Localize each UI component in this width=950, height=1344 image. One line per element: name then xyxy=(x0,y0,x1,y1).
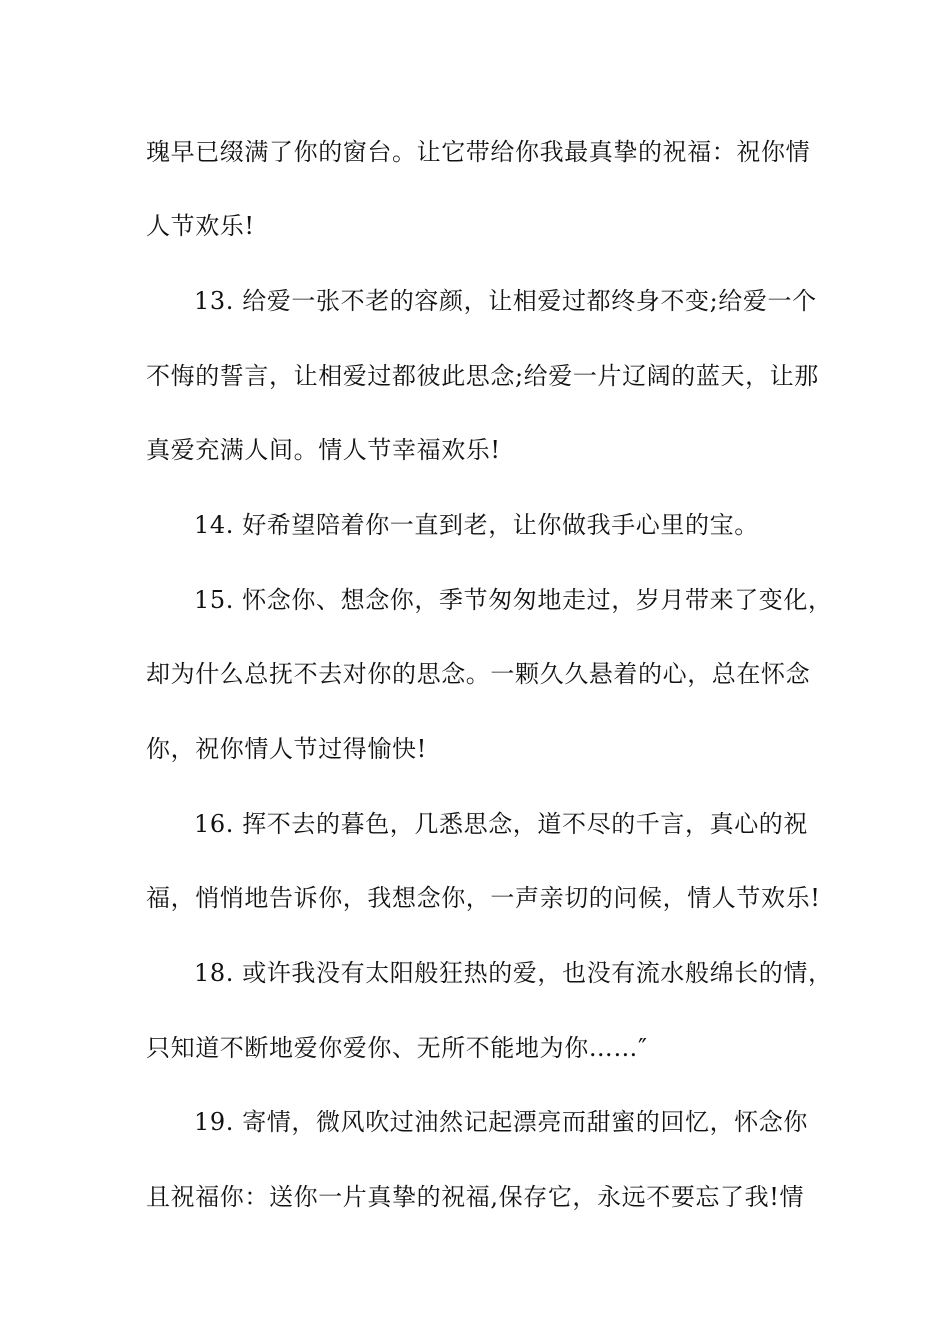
paragraph-14-start: 14. 好希望陪着你一直到老，让你做我手心里的宝。 xyxy=(194,511,759,539)
text-line: 却为什么总抚不去对你的思念。一颗久久悬着的心，总在怀念 xyxy=(146,660,811,688)
text-line: 只知道不断地爱你爱你、无所不能地为你……″ xyxy=(146,1034,648,1062)
paragraph-13-start: 13. 给爱一张不老的容颜，让相爱过都终身不变;给爱一个 xyxy=(194,287,817,315)
text-line: 且祝福你：送你一片真挚的祝福,保存它，永远不要忘了我!情 xyxy=(146,1183,805,1211)
text-line: 不悔的誓言，让相爱过都彼此思念;给爱一片辽阔的蓝天，让那 xyxy=(146,362,819,390)
paragraph-18-start: 18. 或许我没有太阳般狂热的爱，也没有流水般绵长的情， xyxy=(194,959,833,987)
text-line: 真爱充满人间。情人节幸福欢乐! xyxy=(146,436,501,464)
paragraph-15-start: 15. 怀念你、想念你，季节匆匆地走过，岁月带来了变化， xyxy=(194,586,833,614)
text-line: 你，祝你情人节过得愉快! xyxy=(146,735,427,763)
paragraph-16-start: 16. 挥不去的暮色，几悉思念，道不尽的千言，真心的祝 xyxy=(194,810,808,838)
text-line: 福，悄悄地告诉你，我想念你，一声亲切的问候，情人节欢乐! xyxy=(146,884,821,912)
text-line: 人节欢乐! xyxy=(146,212,255,240)
paragraph-19-start: 19. 寄情，微风吹过油然记起漂亮而甜蜜的回忆，怀念你 xyxy=(194,1108,808,1136)
text-line: 瑰早已缀满了你的窗台。让它带给你我最真挚的祝福：祝你情 xyxy=(146,138,811,166)
